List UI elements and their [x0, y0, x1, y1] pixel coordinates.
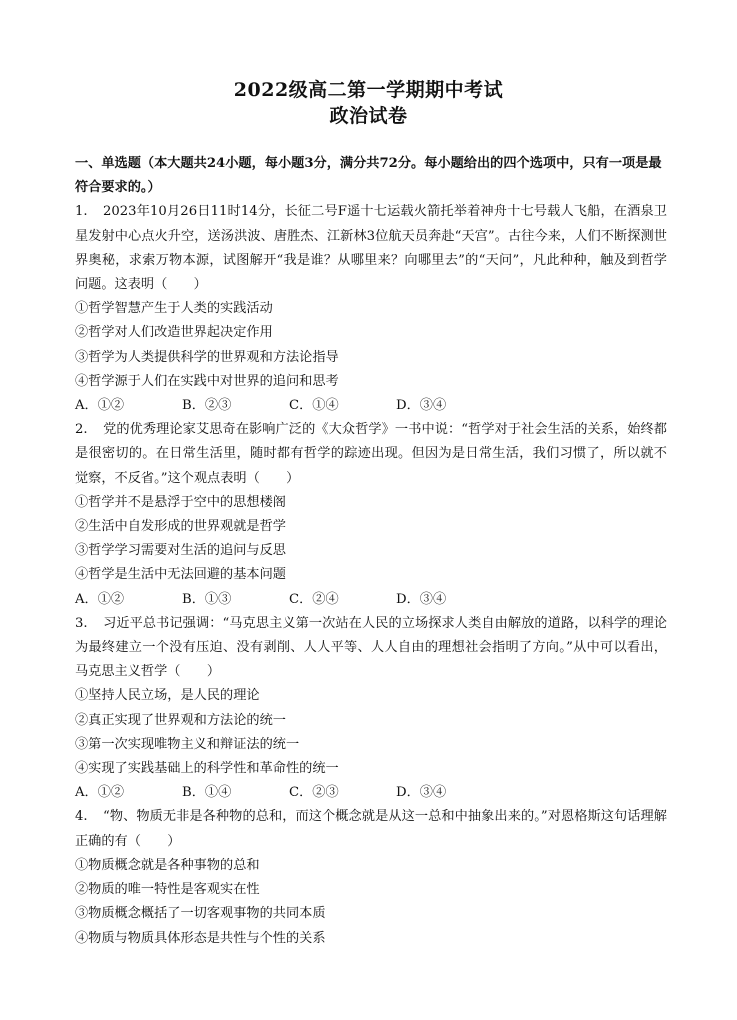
- option-3: ③哲学学习需要对生活的追问与反思: [75, 543, 286, 559]
- option-2: ②真正实现了世界观和方法论的统一: [75, 712, 286, 728]
- option-4: ④哲学源于人们在实践中对世界的追问和思考: [75, 373, 339, 389]
- choice-b: B．①③: [182, 591, 232, 607]
- choice-c: C．②③: [289, 785, 339, 801]
- question-stem: [75, 805, 667, 853]
- question-number: 1.: [75, 204, 88, 220]
- answer-choices: [75, 588, 667, 612]
- question-text: 习近平总书记强调：“马克思主义第一次站在人民的立场探求人类自由解放的道路，以科学的理论为最终建立一个没有压迫、没有剥削、人人平等、人人自由的理想社会指明了方向。”从中可以看出，马克思主义哲学（ ）: [75, 615, 667, 680]
- choice-a: A．①②: [75, 591, 125, 607]
- option-3: ③物质概念概括了一切客观事物的共同本质: [75, 906, 326, 922]
- option-3: ③哲学为人类提供科学的世界观和方法论指导: [75, 349, 339, 365]
- option-1: ①哲学智慧产生于人类的实践活动: [75, 301, 273, 317]
- question-1: [75, 200, 667, 418]
- choice-c: C．②④: [289, 591, 339, 607]
- question-2: [75, 418, 667, 612]
- option-2: ②物质的唯一特性是客观实在性: [75, 882, 260, 898]
- choice-a: A．①②: [75, 785, 125, 801]
- option-1: ①物质概念就是各种事物的总和: [75, 857, 260, 873]
- choice-b: B．①④: [182, 785, 232, 801]
- choice-d: D．③④: [396, 785, 447, 801]
- option-1: ①哲学并不是悬浮于空中的思想楼阁: [75, 494, 286, 510]
- choice-d: D．③④: [396, 398, 447, 414]
- option-3: ③第一次实现唯物主义和辩证法的统一: [75, 736, 300, 752]
- question-text: 2023年10月26日11时14分，长征二号F遥十七运载火箭托举着神舟十七号载人飞船，在酒泉卫星发射中心点火升空，送汤洪波、唐胜杰、江新林3位航天员奔赴“天宫”。古往今来，人们不断探测世界奥秘，求索万物本源，试图解开“我是谁？从哪里来？向哪里去”的“天问”，凡此种种，触及到哲学问题。这表明（ ）: [75, 204, 667, 293]
- choice-b: B．②③: [182, 398, 232, 414]
- option-1: ①坚持人民立场，是人民的理论: [75, 688, 260, 704]
- option-2: ②生活中自发形成的世界观就是哲学: [75, 519, 286, 535]
- question-stem: [75, 612, 667, 685]
- choice-c: C．①④: [289, 398, 339, 414]
- option-4: ④哲学是生活中无法回避的基本问题: [75, 567, 286, 583]
- exam-title: 2022级高二第一学期期中考试: [233, 79, 504, 101]
- choice-a: A．①②: [75, 398, 125, 414]
- exam-content: [75, 152, 667, 951]
- question-number: 4.: [75, 809, 88, 825]
- question-3: [75, 612, 667, 806]
- option-4: ④物质与物质具体形态是共性与个性的关系: [75, 930, 326, 946]
- question-text: 党的优秀理论家艾思奇在影响广泛的《大众哲学》一书中说：“哲学对于社会生活的关系，始终都是很密切的。在日常生活里，随时都有哲学的踪迹出现。但因为是日常生活，我们习惯了，所以就不觉察，不反省。”这个观点表明（ ）: [75, 422, 667, 486]
- question-stem: [75, 418, 667, 491]
- question-4: [75, 805, 667, 950]
- question-stem: [75, 200, 667, 297]
- answer-choices: [75, 781, 667, 805]
- exam-subtitle: 政治试卷: [329, 105, 408, 127]
- choice-d: D．③④: [396, 591, 447, 607]
- section-heading: 一、单选题（本大题共24小题，每小题3分，满分共72分。每小题给出的四个选项中，只有一项是最符合要求的。）: [75, 156, 662, 196]
- option-4: ④实现了实践基础上的科学性和革命性的统一: [75, 761, 339, 777]
- question-text: “物、物质无非是各种物的总和，而这个概念就是从这一总和中抽象出来的。”对恩格斯这句话理解正确的有（ ）: [75, 809, 667, 849]
- question-number: 3.: [75, 615, 88, 631]
- answer-choices: [75, 394, 667, 418]
- question-number: 2.: [75, 422, 88, 438]
- option-2: ②哲学对人们改造世界起决定作用: [75, 325, 273, 341]
